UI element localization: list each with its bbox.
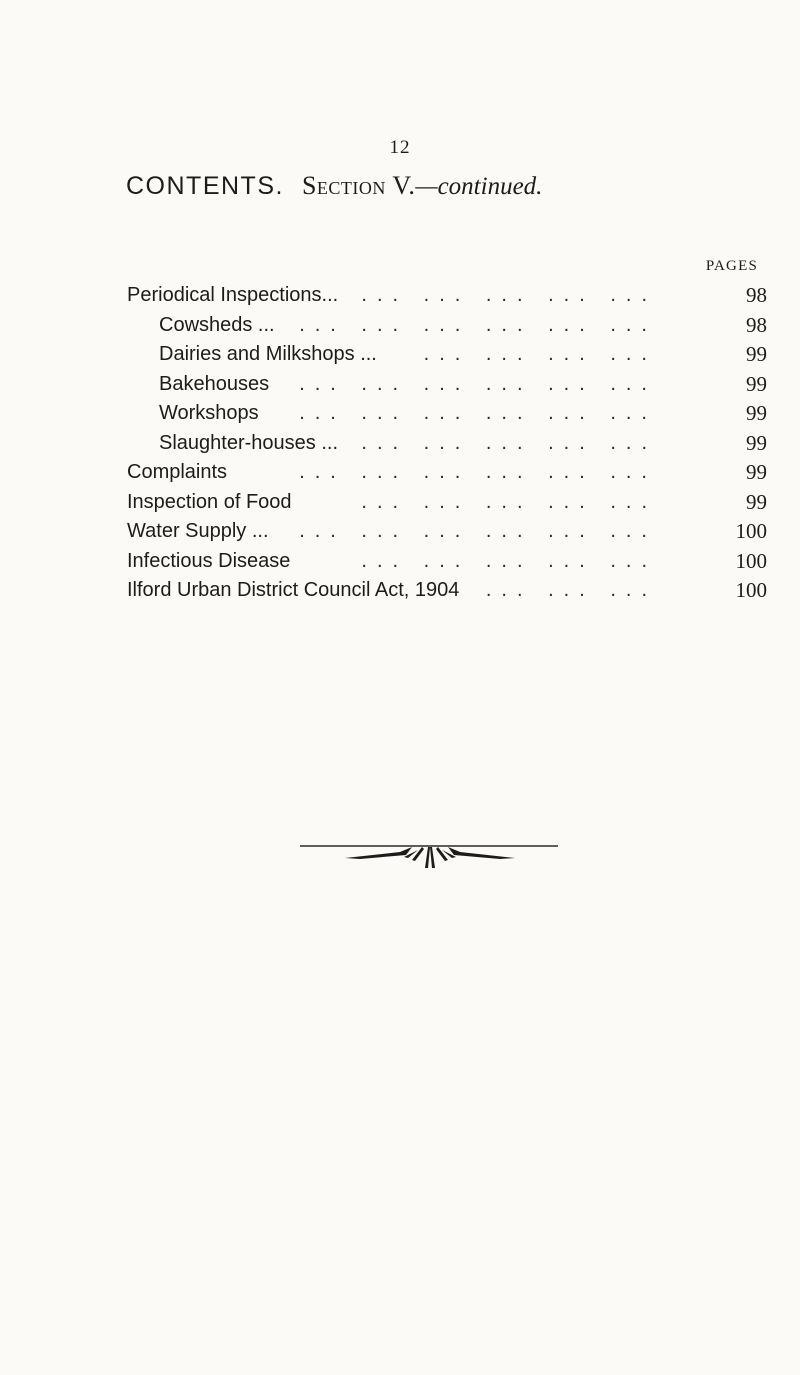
list-item bbox=[127, 547, 767, 577]
dot-leader: ... ... ... ... ... ... bbox=[299, 402, 657, 424]
entry-page-number: 99 bbox=[746, 430, 767, 455]
entry-label: Cowsheds ... bbox=[159, 313, 275, 336]
dot-leader: ... ... ... ... ... bbox=[361, 284, 657, 306]
dot-leader: ... ... ... ... ... bbox=[361, 431, 657, 454]
list-item bbox=[127, 576, 767, 606]
section-heading: Section V. bbox=[301, 171, 416, 200]
list-item bbox=[127, 429, 767, 459]
entry-page-number: 98 bbox=[746, 312, 767, 337]
entry-label: Bakehouses bbox=[159, 372, 270, 395]
list-item bbox=[127, 458, 767, 488]
table-of-contents bbox=[127, 281, 767, 606]
entry-page-number: 98 bbox=[746, 283, 767, 307]
contents-heading: CONTENTS. bbox=[126, 172, 284, 200]
dot-leader: ... ... ... ... ... ... bbox=[299, 461, 657, 483]
entry-label: Periodical Inspections... bbox=[127, 284, 339, 306]
dot-leader: ... ... ... ... ... ... bbox=[299, 520, 657, 542]
list-item bbox=[127, 517, 767, 547]
dot-leader: ... ... ... ... ... bbox=[361, 490, 657, 513]
continued-label: —continued. bbox=[415, 173, 543, 200]
entry-label: Ilford Urban District Council Act, 1904 bbox=[127, 579, 460, 601]
entry-page-number: 99 bbox=[746, 460, 767, 484]
list-item bbox=[127, 340, 767, 370]
entry-label: Water Supply ... bbox=[127, 520, 269, 542]
list-item bbox=[127, 311, 767, 341]
list-item bbox=[127, 399, 767, 429]
entry-page-number: 99 bbox=[746, 371, 767, 396]
list-item bbox=[127, 488, 767, 518]
dot-leader: ... ... ... ... ... ... bbox=[299, 313, 657, 336]
entry-label: Workshops bbox=[159, 402, 259, 424]
entry-page-number: 99 bbox=[746, 401, 767, 425]
entry-label: Dairies and Milkshops ... bbox=[159, 343, 377, 365]
dot-leader: ... ... ... ... ... bbox=[361, 549, 657, 572]
page-title bbox=[126, 171, 542, 201]
entry-label: Infectious Disease bbox=[127, 549, 291, 572]
entry-page-number: 99 bbox=[746, 489, 767, 514]
pages-column-header: PAGES bbox=[705, 258, 758, 274]
list-item bbox=[127, 370, 767, 400]
entry-label: Complaints bbox=[127, 461, 228, 483]
entry-page-number: 100 bbox=[735, 519, 767, 543]
entry-label: Inspection of Food bbox=[127, 490, 292, 513]
entry-page-number: 99 bbox=[746, 342, 767, 366]
entry-label: Slaughter-houses ... bbox=[159, 431, 338, 454]
dot-leader: ... ... ... ... bbox=[423, 343, 657, 365]
entry-page-number: 100 bbox=[735, 578, 767, 602]
dot-leader: ... ... ... bbox=[485, 579, 657, 601]
dot-leader: ... ... ... ... ... ... bbox=[299, 372, 657, 395]
page-number: 12 bbox=[389, 137, 411, 158]
entry-page-number: 100 bbox=[735, 548, 767, 573]
list-item bbox=[127, 281, 767, 311]
decorative-flourish-icon bbox=[300, 838, 560, 888]
